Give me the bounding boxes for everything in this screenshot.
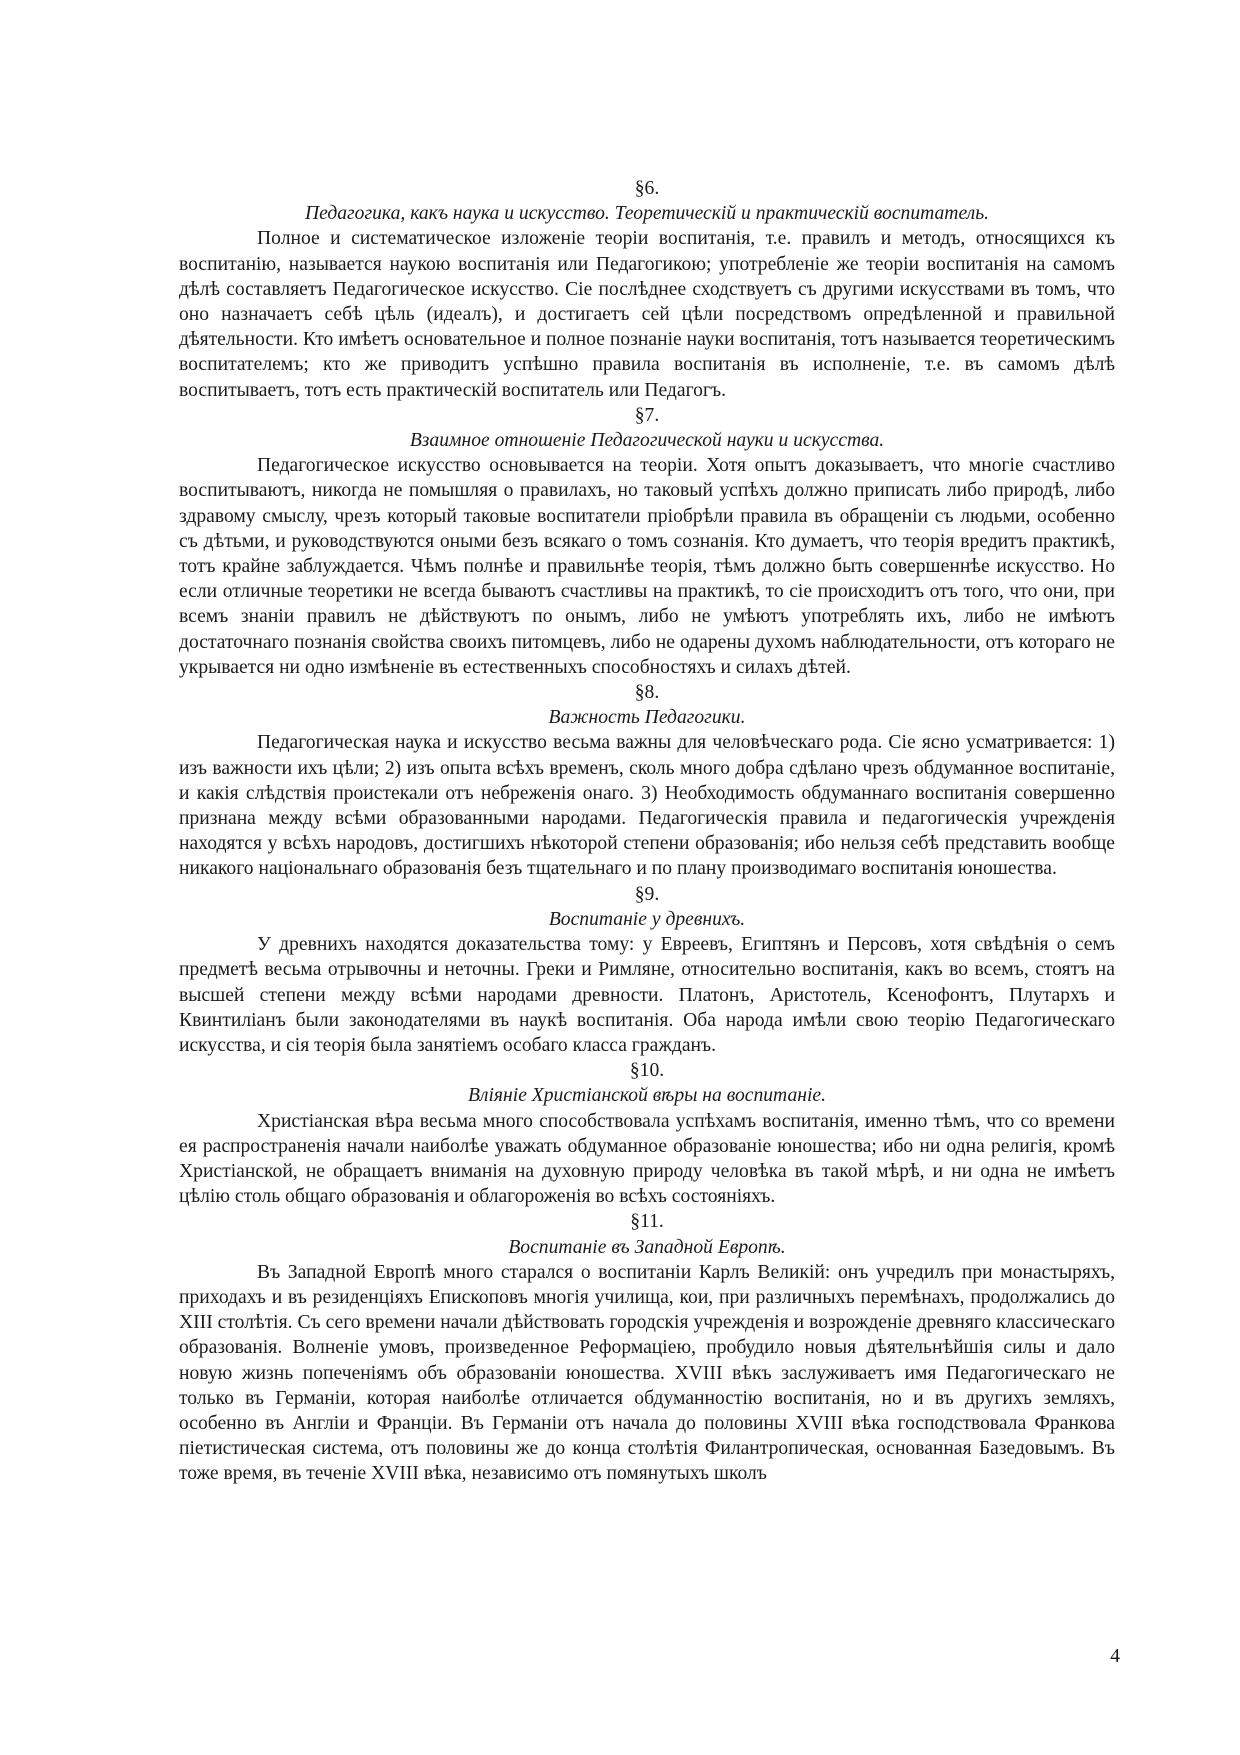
section-title: Взаимное отношеніе Педагогической науки и искусства. (409, 430, 885, 452)
section-11 (179, 1209, 1115, 1486)
section-number: §7. (634, 404, 660, 426)
page-body (179, 176, 1115, 1487)
section-paragraph: Педагогическое искусство основывается на теоріи. Хотя опытъ доказываетъ, что многіе счастливо воспитываютъ, никогда не помышляя о правилахъ, но таковый успѣхъ должно приписать либо природѣ, либо здравому смыслу, чрезъ который таковые воспитатели пріобрѣли правила въ обращеніи съ людьми, особенно съ дѣтьми, и руководствуются оными безъ всякаго о томъ сознанія. Кто думаетъ, что теорія вредитъ практикѣ, тотъ крайне заблуждается. Чѣмъ полнѣе и правильнѣе теорія, тѣмъ должно быть совершеннѣе искусство. Но если отличные теоретики не всегда бываютъ счастливы на практикѣ, то сіе происходитъ отъ того, что они, при всемъ знаніи правилъ не дѣйствуютъ по онымъ, либо не умѣютъ употреблять ихъ, либо не имѣютъ достаточнаго познанія свойства своихъ питомцевъ, либо не одарены духомъ наблюдательности, отъ котораго не укрывается ни одно измѣненіе въ естественныхъ способностяхъ и силахъ дѣтей. (179, 455, 1115, 678)
section-title: Важность Педагогики. (548, 707, 746, 729)
section-number: §9. (634, 883, 660, 905)
section-number: §10. (629, 1060, 665, 1082)
section-7 (179, 403, 1115, 680)
section-number: §6. (634, 178, 660, 199)
section-8 (179, 680, 1115, 882)
section-title: Воспитаніе у древнихъ. (548, 908, 746, 930)
section-paragraph: Педагогическая наука и искусство весьма важны для человѣческаго рода. Сіе ясно усматривается: 1) изъ важности ихъ цѣли; 2) изъ опыта всѣхъ временъ, сколь много добра сдѣлано чрезъ обдуманное воспитаніе, и какія слѣдствія проистекали отъ небреженія онаго. 3) Необходимость обдуманнаго воспитанія совершенно признана между всѣми образованными народами. Педагогическія правила и педагогическія учрежденія находятся у всѣхъ народовъ, достигшихъ нѣкоторой степени образованія; ибо нельзя себѣ представить вообще никакого національнаго образованія безъ тщательнаго и по плану производимаго воспитанія юношества. (179, 732, 1115, 880)
section-paragraph: Полное и систематическое изложеніе теоріи воспитанія, т.е. правилъ и методъ, относящихся къ воспитанію, называется наукою воспитанія или Педагогикою; употребленіе же теоріи воспитанія на самомъ дѣлѣ составляетъ Педагогическое искусство. Сіе послѣднее сходствуетъ съ другими искусствами въ томъ, что оно назначаетъ себѣ цѣль (идеалъ), и достигаетъ сей цѣли посредствомъ опредѣленной и правильной дѣятельности. Кто имѣетъ основательное и полное познаніе науки воспитанія, тотъ называется теоретическимъ воспитателемъ; кто же приводитъ успѣшно правила воспитанія въ исполненіе, т.е. въ самомъ дѣлѣ воспитываетъ, тотъ есть практическій воспитатель или Педагогъ. (179, 228, 1115, 401)
section-number: §11. (630, 1211, 664, 1233)
section-paragraph: У древнихъ находятся доказательства тому: у Евреевъ, Египтянъ и Персовъ, хотя свѣдѣнія о семъ предметѣ весьма отрывочны и неточны. Греки и Римляне, относительно воспитанія, какъ во всемъ, стоятъ на высшей степени между всѣми народами древности. Платонъ, Аристотель, Ксенофонтъ, Плутархъ и Квинтиліанъ были законодателями въ наукѣ воспитанія. Оба народа имѣли свою теорію Педагогическаго искусства, и сія теорія была занятіемъ особаго класса гражданъ. (179, 934, 1115, 1056)
section-6 (179, 176, 1115, 403)
section-9 (179, 882, 1115, 1058)
section-paragraph: Въ Западной Европѣ много старался о воспитаніи Карлъ Великій: онъ учредилъ при монастыряхъ, приходахъ и въ резиденціяхъ Епископовъ многія училища, кои, при различныхъ перемѣнахъ, продолжались до XIII столѣтія. Съ сего времени начали дѣйствовать городскія учрежденія и возрожденіе древняго классическаго образованія. Волненіе умовъ, произведенное Реформаціею, пробудило новыя дѣятельнѣйшія силы и дало новую жизнь попеченіямъ объ образованіи юношества. XVIII вѣкъ заслуживаетъ имя Педагогическаго не только въ Германіи, которая наиболѣе отличается обдуманностію воспитанія, но и въ другихъ земляхъ, особенно въ Англіи и Франціи. Въ Германіи отъ начала до половины XVIII вѣка господствовала Франкова піетистическая система, отъ половины же до конца столѣтія Филантропическая, основанная Базедовымъ. Въ тоже время, въ теченіе XVIII вѣка, независимо отъ помянутыхъ школъ (179, 1261, 1115, 1485)
page-number: 4 (1110, 1646, 1120, 1667)
section-number: §8. (634, 682, 660, 704)
section-title: Воспитаніе въ Западной Европѣ. (508, 1236, 786, 1258)
section-title: Вліяніе Христіанской вѣры на воспитаніе. (467, 1085, 827, 1107)
section-paragraph: Христіанская вѣра весьма много способствовала успѣхамъ воспитанія, именно тѣмъ, что со времени ея распространенія начали наиболѣе уважать обдуманное образованіе юношества; ибо ни одна религія, кромѣ Христіанской, не обращаетъ вниманія на духовную природу человѣка въ такой мѣрѣ, и ни одна не имѣетъ цѣлію столь общаго образованія и облагороженія во всѣхъ состояніяхъ. (179, 1110, 1115, 1208)
section-title: Педагогика, какъ наука и искусство. Теоретическій и практическій воспитатель. (304, 203, 990, 225)
section-10 (179, 1058, 1115, 1209)
